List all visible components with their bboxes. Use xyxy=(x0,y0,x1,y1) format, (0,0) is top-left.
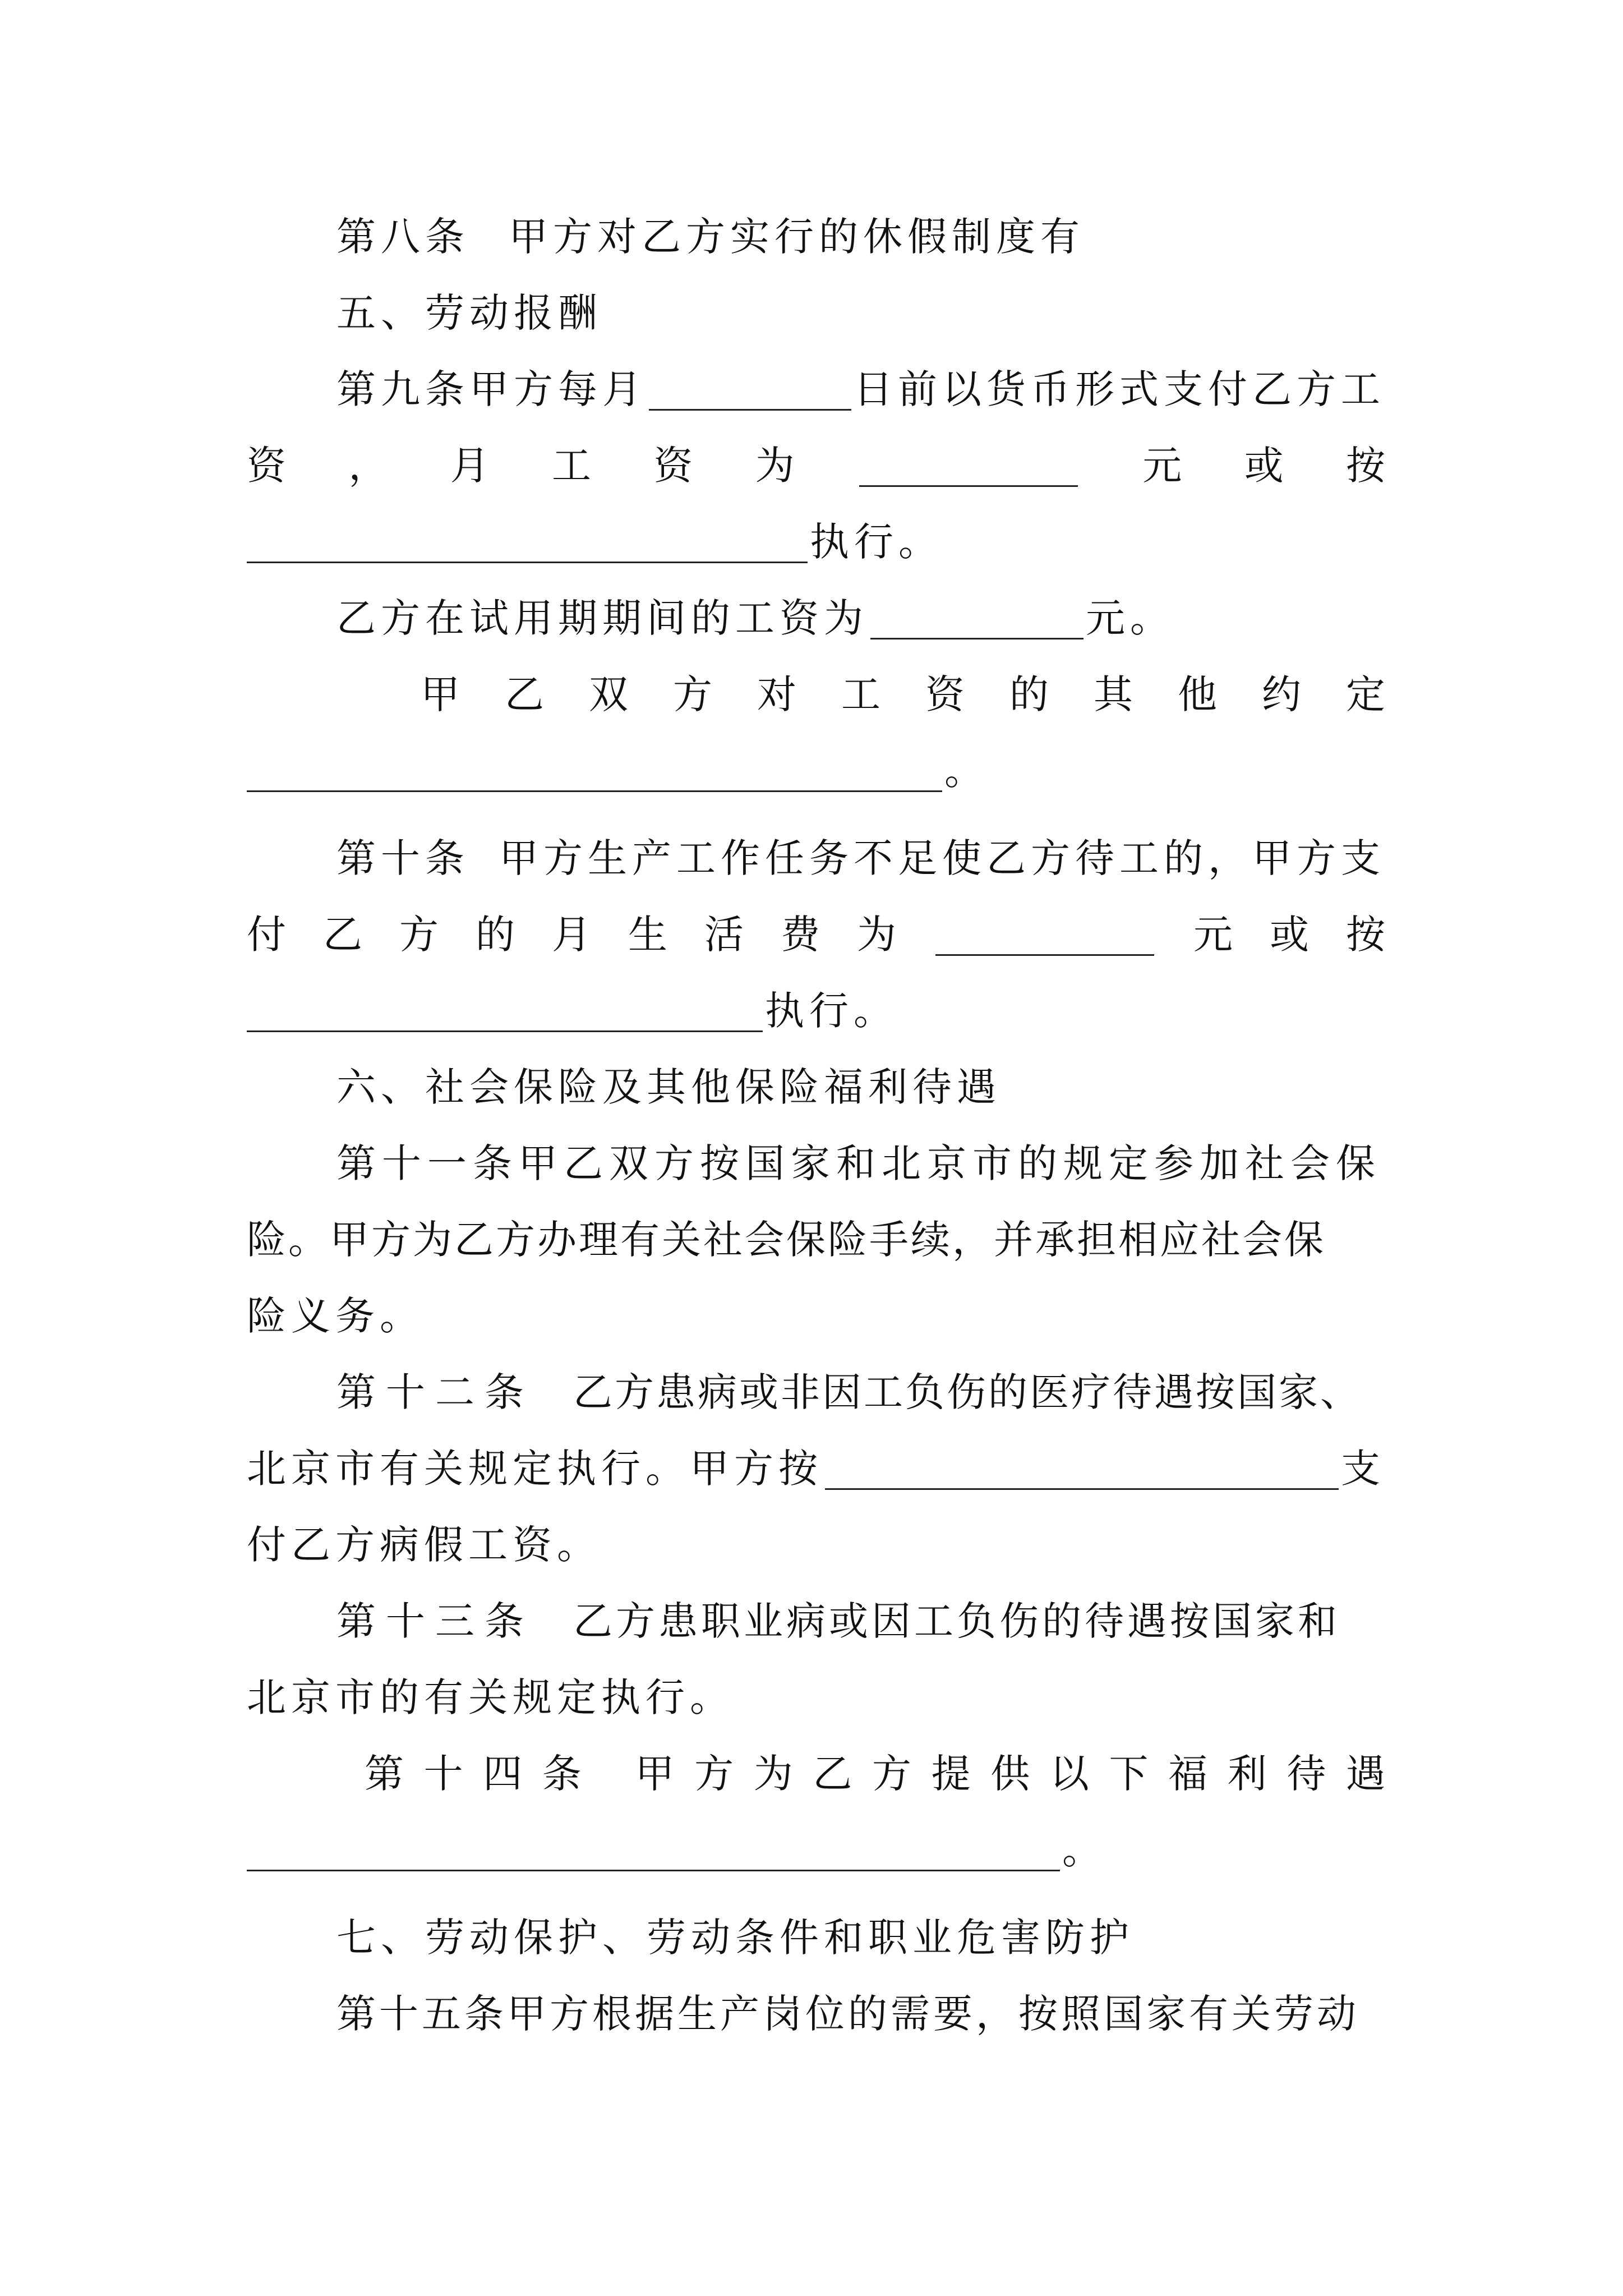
article-9-line-3: 执行。 xyxy=(247,514,1385,570)
other-wage-agreement-line: 甲 乙 双 方 对 工 资 的 其 他 约 定 xyxy=(421,671,1385,717)
benefits-blank xyxy=(247,1829,1060,1871)
article-13-line-1: 第十三条 乙方患职业病或因工负伤的待遇按国家和 xyxy=(336,1598,1340,1644)
monthly-wage-blank xyxy=(859,445,1078,487)
article-15-line-1: 第十五条甲方根据生产岗位的需要，按照国家有关劳动 xyxy=(336,1991,1359,2037)
article-8-number: 第八条 xyxy=(336,214,469,260)
article-11-line-2: 险。甲方为乙方办理有关社会保险手续，并承担相应社会保 xyxy=(247,1217,1326,1263)
article-10-line-2: 付 乙 方 的 月 生 活 费 为 元 或 按 xyxy=(247,912,1385,958)
other-wage-agreement-blank xyxy=(247,750,942,792)
sick-leave-basis-blank xyxy=(825,1448,1339,1490)
living-allowance-blank xyxy=(935,914,1154,956)
article-13-line-2: 北京市的有关规定执行。 xyxy=(247,1674,734,1720)
living-allowance-basis-blank xyxy=(247,990,763,1032)
article-10-line-1: 第十条 甲方生产工作任务不足使乙方待工的，甲方支 xyxy=(336,835,1385,881)
section-5-heading: 五、劳动报酬 xyxy=(336,290,602,336)
other-wage-agreement-blank-line: 。 xyxy=(247,743,1385,799)
section-6-heading: 六、社会保险及其他保险福利待遇 xyxy=(336,1064,1001,1110)
probation-wage-line: 乙方在试用期期间的工资为 元。 xyxy=(336,595,1174,641)
article-8-text: 甲方对乙方实行的休假制度有 xyxy=(509,214,1085,260)
article-12-line-3: 付乙方病假工资。 xyxy=(247,1522,601,1568)
article-12-line-2: 北京市有关规定执行。甲方按 支 xyxy=(247,1446,1385,1492)
section-7-heading: 七、劳动保护、劳动条件和职业危害防护 xyxy=(336,1915,1134,1961)
article-14-line-1: 第 十 四 条 甲 方 为 乙 方 提 供 以 下 福 利 待 遇 xyxy=(365,1751,1385,1797)
day-blank xyxy=(649,369,851,411)
article-12-line-1: 第十二条 乙方患病或非因工负伤的医疗待遇按国家、 xyxy=(336,1369,1362,1415)
article-11-line-1: 第十一条甲乙双方按国家和北京市的规定参加社会保 xyxy=(336,1140,1381,1186)
wage-basis-blank xyxy=(247,521,808,563)
article-14-blank-line: 。 xyxy=(247,1822,1385,1878)
article-8-line xyxy=(247,209,1385,265)
article-11-line-3: 险义务。 xyxy=(247,1293,424,1339)
article-9-line-2: 资 ， 月 工 资 为 元 或 按 xyxy=(247,443,1385,489)
article-9-line-1: 第九条甲方每月 日前以货币形式支付乙方工 xyxy=(336,366,1385,412)
article-10-line-3: 执行。 xyxy=(247,983,1385,1039)
probation-wage-blank xyxy=(870,597,1083,639)
